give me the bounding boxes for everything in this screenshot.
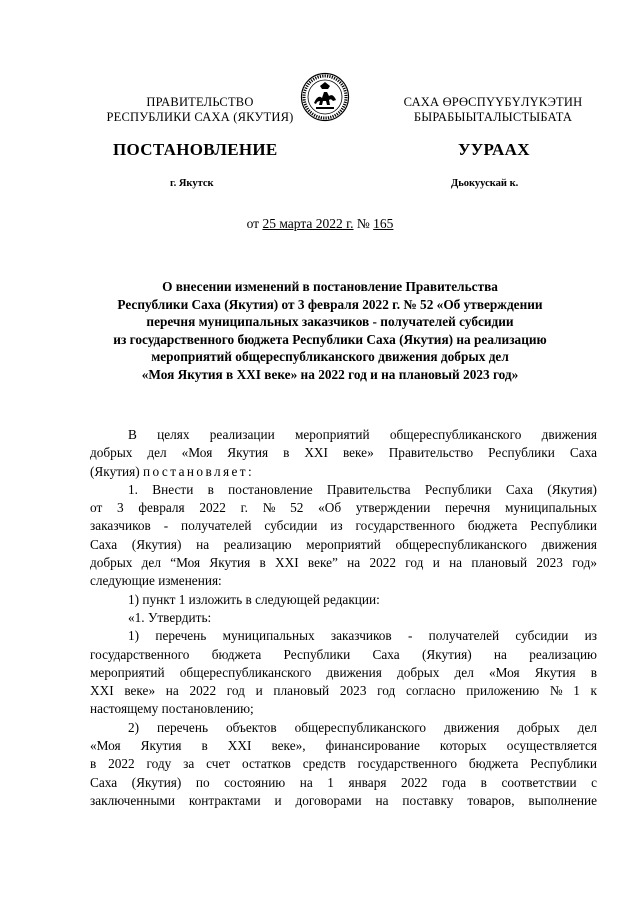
body-line: мероприятий общереспубликанского движения добрых дел «Моя Якутия в (90, 664, 597, 680)
title-line: перечня муниципальных заказчиков - получателей субсидии (146, 314, 514, 329)
issuer-sah (378, 95, 608, 125)
doc-type-ru: ПОСТАНОВЛЕНИЕ (113, 140, 278, 159)
body-line: 1. Внести в постановление Правительства Республики Саха (Якутия) (128, 481, 597, 497)
body-line (90, 463, 597, 481)
body-line: Саха (Якутия) на реализацию мероприятий общереспубликанского движения (90, 536, 597, 552)
city-ru: г. Якутск (170, 178, 214, 189)
body-line: 1) перечень муниципальных заказчиков - получателей субсидии из (128, 628, 597, 644)
body-fragment: (Якутия) (90, 463, 144, 479)
number-label: № (353, 216, 374, 231)
body-line: следующие изменения: (90, 573, 222, 589)
sakha-coat-of-arms-icon (300, 72, 350, 122)
document-title (80, 278, 580, 383)
issuer-sah-line2: БЫРАБЫЫТАЛЫСТЫБАТА (413, 110, 573, 124)
body-line: добрых дел «Моя Якутия в XXI веке» Правительство Республики Саха (90, 445, 597, 461)
title-line: О внесении изменений в постановление Правительства (162, 279, 498, 294)
body-line: настоящему постановлению; (90, 701, 254, 717)
body-line: В целях реализации мероприятий общереспубликанского движения (128, 427, 597, 442)
body-line: 1) пункт 1 изложить в следующей редакции: (128, 591, 380, 607)
body-line: от 3 февраля 2022 г. № 52 «Об утверждении перечня муниципальных (90, 500, 597, 516)
document-number: 165 (373, 216, 394, 231)
document-body (90, 426, 597, 810)
body-line: в 2022 году за счет остатков средств государственного бюджета Республики (90, 756, 597, 772)
body-line: «Моя Якутия в XXI веке», финансирование которых осуществляется (90, 738, 597, 754)
doc-type-sah: УУРААХ (458, 140, 530, 159)
city-sah: Дьокуускай к. (451, 178, 519, 189)
body-line: добрых дел “Моя Якутия в XXI веке” на 2022 год и на плановый 2023 год» (90, 555, 597, 571)
issuer-ru (85, 95, 315, 125)
issuer-sah-line1: САХА ӨРӨСПҮҮБҮЛҮКЭТИН (403, 95, 583, 109)
body-line: государственного бюджета Республики Саха (Якутия) на реализацию (90, 646, 597, 662)
operative-word: постановляет: (143, 463, 255, 479)
date-number-line (0, 216, 640, 232)
title-line: «Моя Якутия в XXI веке» на 2022 год и на плановый 2023 год» (141, 366, 519, 382)
body-line: заключенными контрактами и договорами на поставку товаров, выполнение (90, 792, 597, 808)
title-line: из государственного бюджета Республики Саха (Якутия) на реализацию (113, 331, 547, 347)
document-date: 25 марта 2022 г. (262, 216, 354, 231)
title-line: мероприятий общереспубликанского движения добрых дел (151, 349, 509, 364)
issuer-ru-line2: РЕСПУБЛИКИ САХА (ЯКУТИЯ) (106, 110, 294, 124)
date-prefix: от (246, 216, 263, 231)
body-line: XXI веке» на 2022 год и плановый 2023 год согласно приложению № 1 к (90, 683, 597, 699)
body-line: 2) перечень объектов общереспубликанского движения добрых дел (128, 719, 597, 735)
issuer-ru-line1: ПРАВИТЕЛЬСТВО (146, 95, 254, 109)
title-line: Республики Саха (Якутия) от 3 февраля 2022 г. № 52 «Об утверждении (117, 296, 543, 312)
body-line: Саха (Якутия) по состоянию на 1 января 2022 года в соответствии с (90, 774, 597, 790)
body-line: заказчиков - получателей субсидии из государственного бюджета Республики (90, 518, 597, 534)
body-line: «1. Утвердить: (128, 609, 212, 625)
